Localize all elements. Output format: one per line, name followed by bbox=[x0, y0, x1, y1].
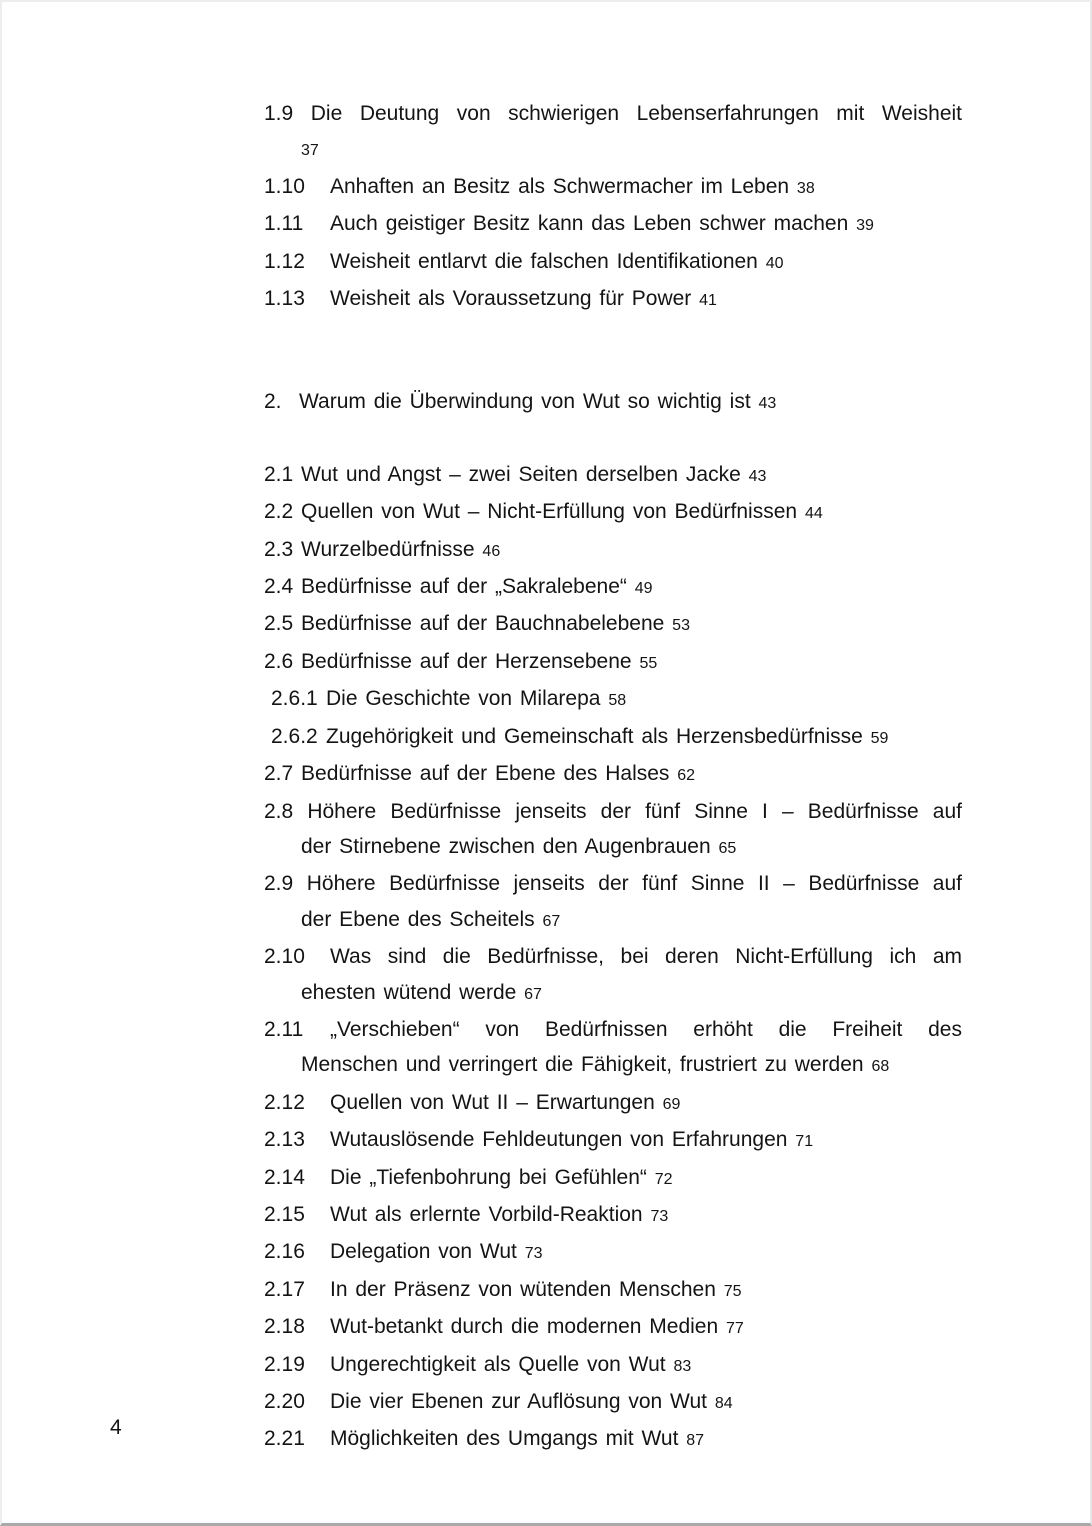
toc-entry bbox=[264, 244, 962, 281]
entry-title: Auch geistiger Besitz kann das Leben schwer machen bbox=[330, 212, 849, 236]
entry-number: 2.21 bbox=[264, 1427, 305, 1451]
entry-line-1 bbox=[264, 96, 962, 131]
toc-entry bbox=[264, 169, 962, 206]
entry-number: 2.6 bbox=[264, 649, 294, 673]
entry-line-2 bbox=[264, 829, 962, 866]
entry-line-1 bbox=[264, 866, 962, 901]
entry-page-number: 37 bbox=[301, 142, 319, 160]
entry-page-number: 73 bbox=[524, 1245, 543, 1263]
entry-title: Ungerechtigkeit als Quelle von Wut bbox=[330, 1352, 666, 1376]
entry-title-continued: der Stirnebene zwischen den Augenbrauen bbox=[301, 834, 711, 858]
entry-title: Delegation von Wut bbox=[330, 1240, 517, 1264]
footer-page-number: 4 bbox=[110, 1416, 122, 1439]
entry-number: 1.10 bbox=[264, 174, 305, 198]
entry-line-1 bbox=[264, 939, 962, 974]
entry-number: 2.10 bbox=[264, 945, 305, 969]
entry-title-continued: Menschen und verringert die Fähigkeit, frustriert zu werden bbox=[301, 1053, 864, 1077]
entry-title: Weisheit entlarvt die falschen Identifikationen bbox=[330, 249, 758, 273]
toc-entry bbox=[264, 1421, 962, 1458]
entry-title: Bedürfnisse auf der „Sakralebene“ bbox=[301, 575, 627, 599]
entry-page-number: 59 bbox=[870, 729, 889, 747]
entry-page-number: 62 bbox=[677, 767, 696, 785]
entry-title: Höhere Bedürfnisse jenseits der fünf Sinne I – Bedürfnisse auf bbox=[307, 799, 962, 823]
toc-entry bbox=[264, 1160, 962, 1197]
entry-title: Weisheit als Voraussetzung für Power bbox=[330, 287, 692, 311]
entry-title: „Verschieben“ von Bedürfnissen erhöht die Freiheit des bbox=[330, 1017, 962, 1041]
entry-title: Die vier Ebenen zur Auflösung von Wut bbox=[330, 1390, 707, 1413]
entry-number: 1.11 bbox=[264, 212, 304, 236]
toc-entry bbox=[264, 281, 962, 318]
entry-number: 2.12 bbox=[264, 1090, 305, 1114]
entry-number: 2.11 bbox=[264, 1017, 304, 1041]
toc-entry bbox=[264, 1122, 962, 1159]
toc-chapter-heading bbox=[264, 384, 962, 421]
entry-title: Wutauslösende Fehldeutungen von Erfahrungen bbox=[330, 1128, 788, 1152]
entry-title: Möglichkeiten des Umgangs mit Wut bbox=[330, 1427, 679, 1451]
entry-page-number: 38 bbox=[796, 179, 815, 197]
entry-page-number: 73 bbox=[650, 1207, 669, 1225]
entry-title: Wurzelbedürfnisse bbox=[301, 537, 475, 561]
entry-page-number: 68 bbox=[871, 1058, 890, 1076]
toc-entry bbox=[264, 1012, 962, 1085]
entry-page-number: 41 bbox=[699, 292, 717, 310]
toc-entry bbox=[264, 606, 962, 643]
entry-title: Was sind die Bedürfnisse, bei deren Nicht-Erfüllung ich am bbox=[330, 945, 962, 969]
entry-page-number: 43 bbox=[748, 467, 767, 485]
entry-page-number: 65 bbox=[718, 839, 737, 857]
entry-number: 2. bbox=[264, 390, 282, 414]
entry-line-2 bbox=[264, 902, 962, 939]
entry-title: Warum die Überwindung von Wut so wichtig ist bbox=[299, 390, 751, 414]
entry-title: In der Präsenz von wütenden Menschen bbox=[330, 1277, 716, 1301]
entry-line-2 bbox=[264, 975, 962, 1012]
toc-entry bbox=[264, 1085, 962, 1122]
entry-number: 2.5 bbox=[264, 612, 294, 636]
entry-page-number: 83 bbox=[673, 1357, 692, 1375]
toc-entry bbox=[264, 1197, 962, 1234]
toc-entry bbox=[264, 1347, 962, 1384]
entry-number: 2.17 bbox=[264, 1277, 305, 1301]
toc-entry bbox=[264, 866, 962, 939]
toc-entry bbox=[271, 719, 962, 756]
entry-number: 2.18 bbox=[264, 1315, 305, 1339]
entry-title: Wut-betankt durch die modernen Medien bbox=[330, 1315, 719, 1339]
entry-page-number: 77 bbox=[726, 1320, 744, 1338]
entry-number: 1.13 bbox=[264, 287, 305, 311]
entry-title: Die Deutung von schwierigen Lebenserfahrungen mit Weisheit bbox=[310, 102, 962, 125]
entry-page-number: 69 bbox=[662, 1095, 681, 1113]
toc-list bbox=[264, 96, 962, 1459]
entry-page-number: 67 bbox=[524, 985, 542, 1003]
entry-page-number: 44 bbox=[804, 505, 823, 523]
toc-entry bbox=[264, 644, 962, 681]
toc-entry bbox=[271, 681, 962, 718]
entry-number: 2.15 bbox=[264, 1202, 305, 1226]
entry-title-continued: der Ebene des Scheitels bbox=[301, 907, 535, 931]
entry-title: Bedürfnisse auf der Ebene des Halses bbox=[301, 762, 670, 786]
entry-number: 2.14 bbox=[264, 1165, 305, 1189]
entry-number: 1.12 bbox=[264, 249, 305, 273]
toc-entry bbox=[264, 569, 962, 606]
toc-entry bbox=[264, 1384, 962, 1421]
entry-number: 2.4 bbox=[264, 575, 294, 599]
entry-title: Bedürfnisse auf der Bauchnabelebene bbox=[301, 612, 665, 636]
toc-entry bbox=[264, 457, 962, 494]
entry-page-number: 87 bbox=[686, 1432, 705, 1450]
entry-number: 2.8 bbox=[264, 799, 294, 823]
toc-entry bbox=[264, 96, 962, 169]
toc-entry bbox=[264, 494, 962, 531]
entry-number: 2.7 bbox=[264, 762, 294, 786]
entry-page-number: 53 bbox=[672, 617, 690, 635]
entry-number: 2.16 bbox=[264, 1240, 305, 1264]
toc-entry bbox=[264, 756, 962, 793]
toc-entry bbox=[264, 206, 962, 243]
entry-number: 2.6.2 bbox=[271, 724, 318, 748]
entry-line-1 bbox=[264, 794, 962, 829]
toc-entry bbox=[264, 1272, 962, 1309]
entry-title: Anhaften an Besitz als Schwermacher im Leben bbox=[330, 174, 790, 198]
entry-number: 2.20 bbox=[264, 1390, 305, 1413]
toc-entry bbox=[264, 1309, 962, 1346]
entry-page-number: 40 bbox=[765, 254, 784, 272]
entry-number: 2.9 bbox=[264, 872, 294, 896]
entry-title: Wut und Angst – zwei Seiten derselben Jacke bbox=[301, 462, 741, 486]
entry-page-number: 72 bbox=[654, 1170, 673, 1188]
entry-title: Quellen von Wut – Nicht-Erfüllung von Bedürfnissen bbox=[301, 500, 798, 524]
entry-page-number: 46 bbox=[482, 542, 501, 560]
entry-page-number: 71 bbox=[795, 1133, 814, 1151]
entry-page-number: 58 bbox=[608, 692, 627, 710]
entry-title: Wut als erlernte Vorbild-Reaktion bbox=[330, 1202, 643, 1226]
toc-entry bbox=[264, 939, 962, 1012]
entry-page-number: 75 bbox=[723, 1282, 742, 1300]
entry-page-number: 43 bbox=[758, 395, 777, 413]
toc-entry bbox=[264, 794, 962, 867]
entry-title-continued: ehesten wütend werde bbox=[301, 980, 517, 1004]
entry-page-number: 49 bbox=[634, 580, 653, 598]
entry-line-1 bbox=[264, 1012, 962, 1047]
toc-entry bbox=[264, 532, 962, 569]
entry-number: 2.19 bbox=[264, 1352, 305, 1376]
entry-number: 2.1 bbox=[264, 462, 294, 486]
entry-title: Die Geschichte von Milarepa bbox=[326, 687, 601, 711]
toc-entry bbox=[264, 1234, 962, 1271]
entry-line-2 bbox=[264, 131, 962, 168]
entry-line-2 bbox=[264, 1047, 962, 1084]
entry-page-number: 84 bbox=[714, 1395, 733, 1412]
entry-title: Quellen von Wut II – Erwartungen bbox=[330, 1090, 655, 1114]
entry-number: 2.6.1 bbox=[271, 687, 318, 711]
entry-number: 2.3 bbox=[264, 537, 294, 561]
entry-page-number: 55 bbox=[639, 654, 658, 672]
entry-number: 1.9 bbox=[264, 102, 294, 125]
entry-title: Die „Tiefenbohrung bei Gefühlen“ bbox=[330, 1165, 647, 1189]
entry-title: Zugehörigkeit und Gemeinschaft als Herzensbedürfnisse bbox=[326, 724, 863, 748]
entry-title: Höhere Bedürfnisse jenseits der fünf Sinne II – Bedürfnisse auf bbox=[306, 872, 962, 896]
entry-page-number: 67 bbox=[542, 912, 561, 930]
entry-number: 2.13 bbox=[264, 1128, 305, 1152]
entry-page-number: 39 bbox=[856, 217, 874, 235]
entry-title: Bedürfnisse auf der Herzensebene bbox=[301, 649, 632, 673]
entry-number: 2.2 bbox=[264, 500, 294, 524]
